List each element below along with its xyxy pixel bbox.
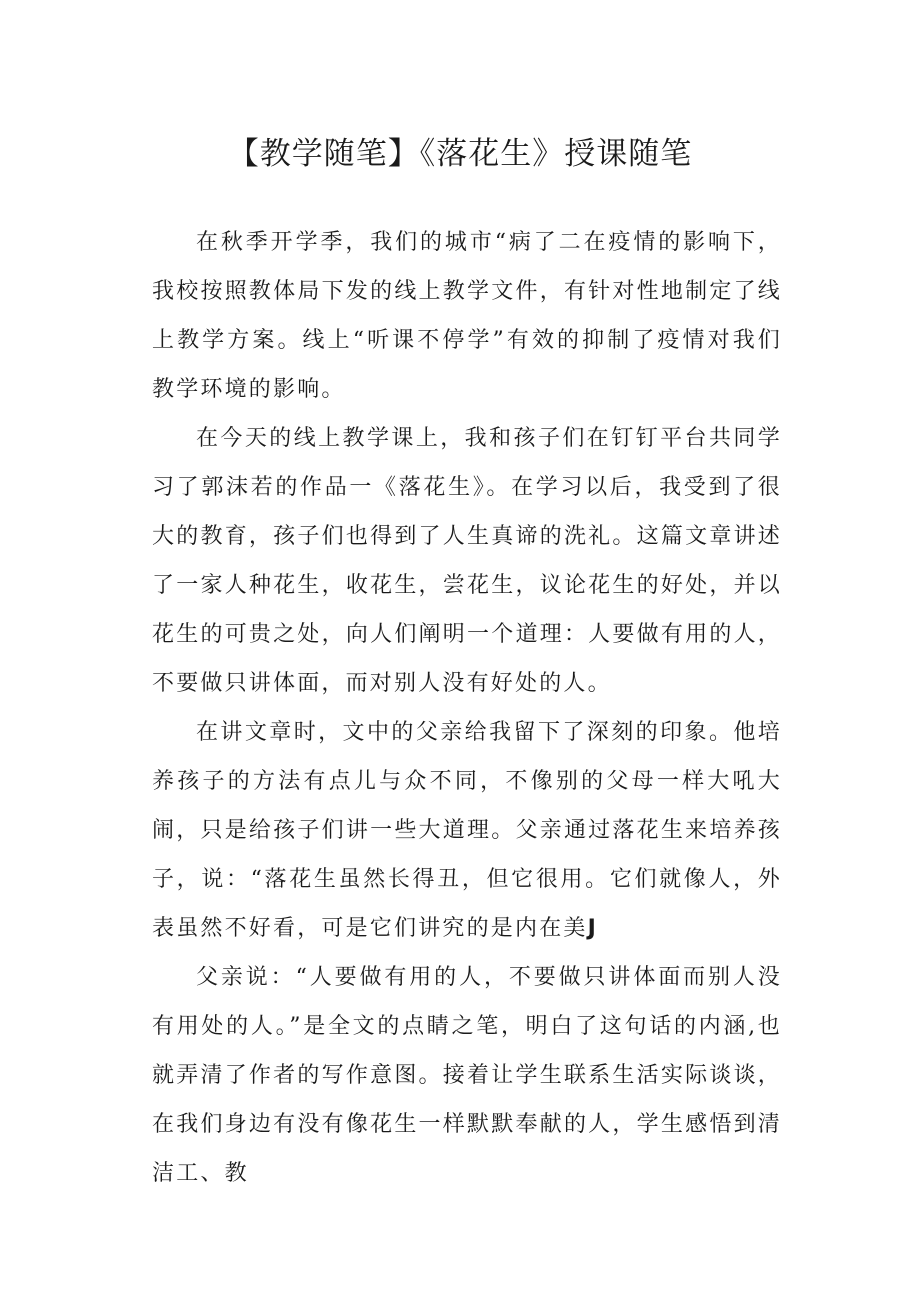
document-body [152,218,782,1198]
document-title: 【教学随笔】《落花生》授课随笔 [227,136,693,172]
paragraph-2: 在今天的线上教学课上，我和孩子们在钉钉平台共同学习了郭沫若的作品一《落花生》。在学习以后，我受到了很大的教育，孩子们也得到了人生真谛的洗礼。这篇文章讲述了一家人种花生，收花生，尝花生，议论花生的好处，并以花生的可贵之处，向人们阐明一个道理：人要做有用的人，不要做只讲体面，而对别人没有好处的人。 [152,426,782,696]
paragraph-1: 在秋季开学季，我们的城市“病了二在疫情的影响下，我校按照教体局下发的线上教学文件，有针对性地制定了线上教学方案。线上“听课不停学”有效的抑制了疫情对我们教学环境的影响。 [152,230,782,402]
paragraph-3 [152,708,782,953]
paragraph-3-tail-glyph: J [587,916,598,941]
paragraph-4: 父亲说：“人要做有用的人，不要做只讲体面而别人没有用处的人。”是全文的点睛之笔，明白了这句话的内涵,也就弄清了作者的写作意图。接着让学生联系生活实际谈谈，在我们身边有没有像花生一样默默奉献的人，学生感悟到清洁工、教 [152,965,782,1186]
paragraph-3-text: 在讲文章时，文中的父亲给我留下了深刻的印象。他培养孩子的方法有点儿与众不同，不像别的父母一样大吼大闹，只是给孩子们讲一些大道理。父亲通过落花生来培养孩子，说：“落花生虽然长得丑，但它很用。它们就像人，外表虽然不好看，可是它们讲究的是内在美 [152,720,782,941]
